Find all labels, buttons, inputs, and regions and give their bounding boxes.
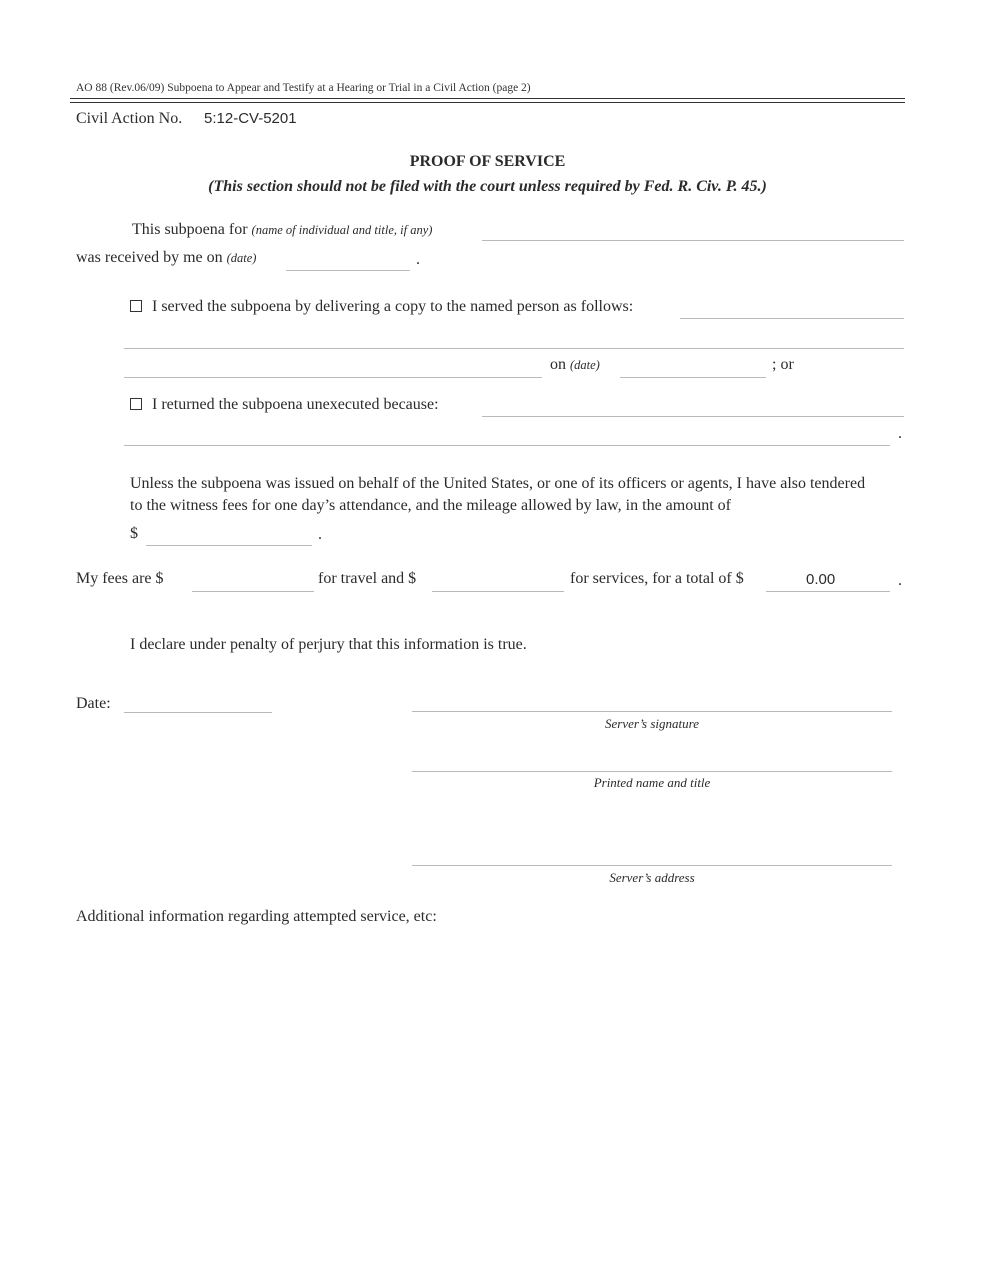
header-rule-top bbox=[70, 98, 905, 99]
received-period: . bbox=[416, 251, 420, 268]
witness-fees-period: . bbox=[318, 526, 322, 543]
page-subtitle: (This section should not be filed with the court unless required by Fed. R. Civ. P. 45.) bbox=[208, 178, 767, 195]
subpoena-for-lead: This subpoena for bbox=[132, 221, 248, 238]
received-date-field[interactable] bbox=[286, 270, 410, 271]
fees-services-label: for services, for a total of $ bbox=[570, 570, 744, 587]
witness-fees-paragraph: Unless the subpoena was issued on behalf of the United States, or one of its officers or agents, I have also tendered to the witness fees for one day’s attendance, and the mileage allowed by law, in the amount of bbox=[130, 475, 866, 514]
additional-info-label: Additional information regarding attempted service, etc: bbox=[76, 908, 437, 925]
total-fee-value[interactable]: 0.00 bbox=[806, 571, 836, 588]
total-fee-field-line bbox=[766, 591, 890, 592]
declaration-text: I declare under penalty of perjury that this information is true. bbox=[130, 636, 527, 653]
served-date-field[interactable] bbox=[620, 377, 766, 378]
additional-info-area[interactable] bbox=[76, 934, 904, 1234]
page-title: PROOF OF SERVICE bbox=[409, 153, 566, 170]
fees-lead: My fees are $ bbox=[76, 570, 164, 587]
subpoena-for-field[interactable] bbox=[482, 240, 904, 241]
fees-travel-label: for travel and $ bbox=[318, 570, 417, 587]
form-identifier: AO 88 (Rev.06/09) Subpoena to Appear and Testify at a Hearing or Trial in a Civil Action (page 2) bbox=[76, 82, 531, 94]
returned-checkbox[interactable] bbox=[130, 398, 142, 410]
header-rule-bottom bbox=[70, 102, 905, 103]
returned-text: I returned the subpoena unexecuted because: bbox=[152, 396, 439, 413]
served-or: ; or bbox=[772, 356, 794, 373]
printed-name-caption: Printed name and title bbox=[593, 775, 711, 790]
subpoena-for-label bbox=[132, 221, 432, 239]
returned-reason-field-2[interactable] bbox=[124, 445, 890, 446]
returned-period: . bbox=[898, 425, 902, 442]
returned-reason-field-1[interactable] bbox=[482, 416, 904, 417]
served-details-field-3[interactable] bbox=[124, 377, 542, 378]
date-field[interactable] bbox=[124, 712, 272, 713]
travel-fee-field[interactable] bbox=[192, 591, 314, 592]
returned-option[interactable] bbox=[130, 396, 439, 414]
served-date-hint: (date) bbox=[570, 358, 600, 372]
date-label: Date: bbox=[76, 695, 111, 712]
received-hint: (date) bbox=[226, 251, 257, 265]
served-on-text: on bbox=[550, 356, 566, 373]
services-fee-field[interactable] bbox=[432, 591, 564, 592]
fees-period: . bbox=[898, 572, 902, 589]
witness-fees-dollar: $ bbox=[130, 525, 138, 542]
civil-action-number[interactable]: 5:12-CV-5201 bbox=[204, 110, 297, 127]
civil-action-label: Civil Action No. bbox=[76, 110, 183, 127]
address-field[interactable] bbox=[412, 865, 892, 866]
received-label bbox=[76, 249, 256, 267]
received-lead: was received by me on bbox=[76, 249, 223, 266]
signature-caption: Server’s signature bbox=[604, 716, 699, 731]
served-on-label bbox=[550, 356, 600, 374]
served-details-field-2[interactable] bbox=[124, 348, 904, 349]
served-option[interactable] bbox=[130, 298, 633, 316]
served-checkbox[interactable] bbox=[130, 300, 142, 312]
printed-name-field[interactable] bbox=[412, 771, 892, 772]
signature-field[interactable] bbox=[412, 711, 892, 712]
address-caption: Server’s address bbox=[609, 870, 695, 885]
subpoena-for-hint: (name of individual and title, if any) bbox=[251, 223, 433, 237]
witness-fees-amount-field[interactable] bbox=[146, 545, 312, 546]
served-details-field-1[interactable] bbox=[680, 318, 904, 319]
served-text: I served the subpoena by delivering a copy to the named person as follows: bbox=[152, 298, 634, 315]
